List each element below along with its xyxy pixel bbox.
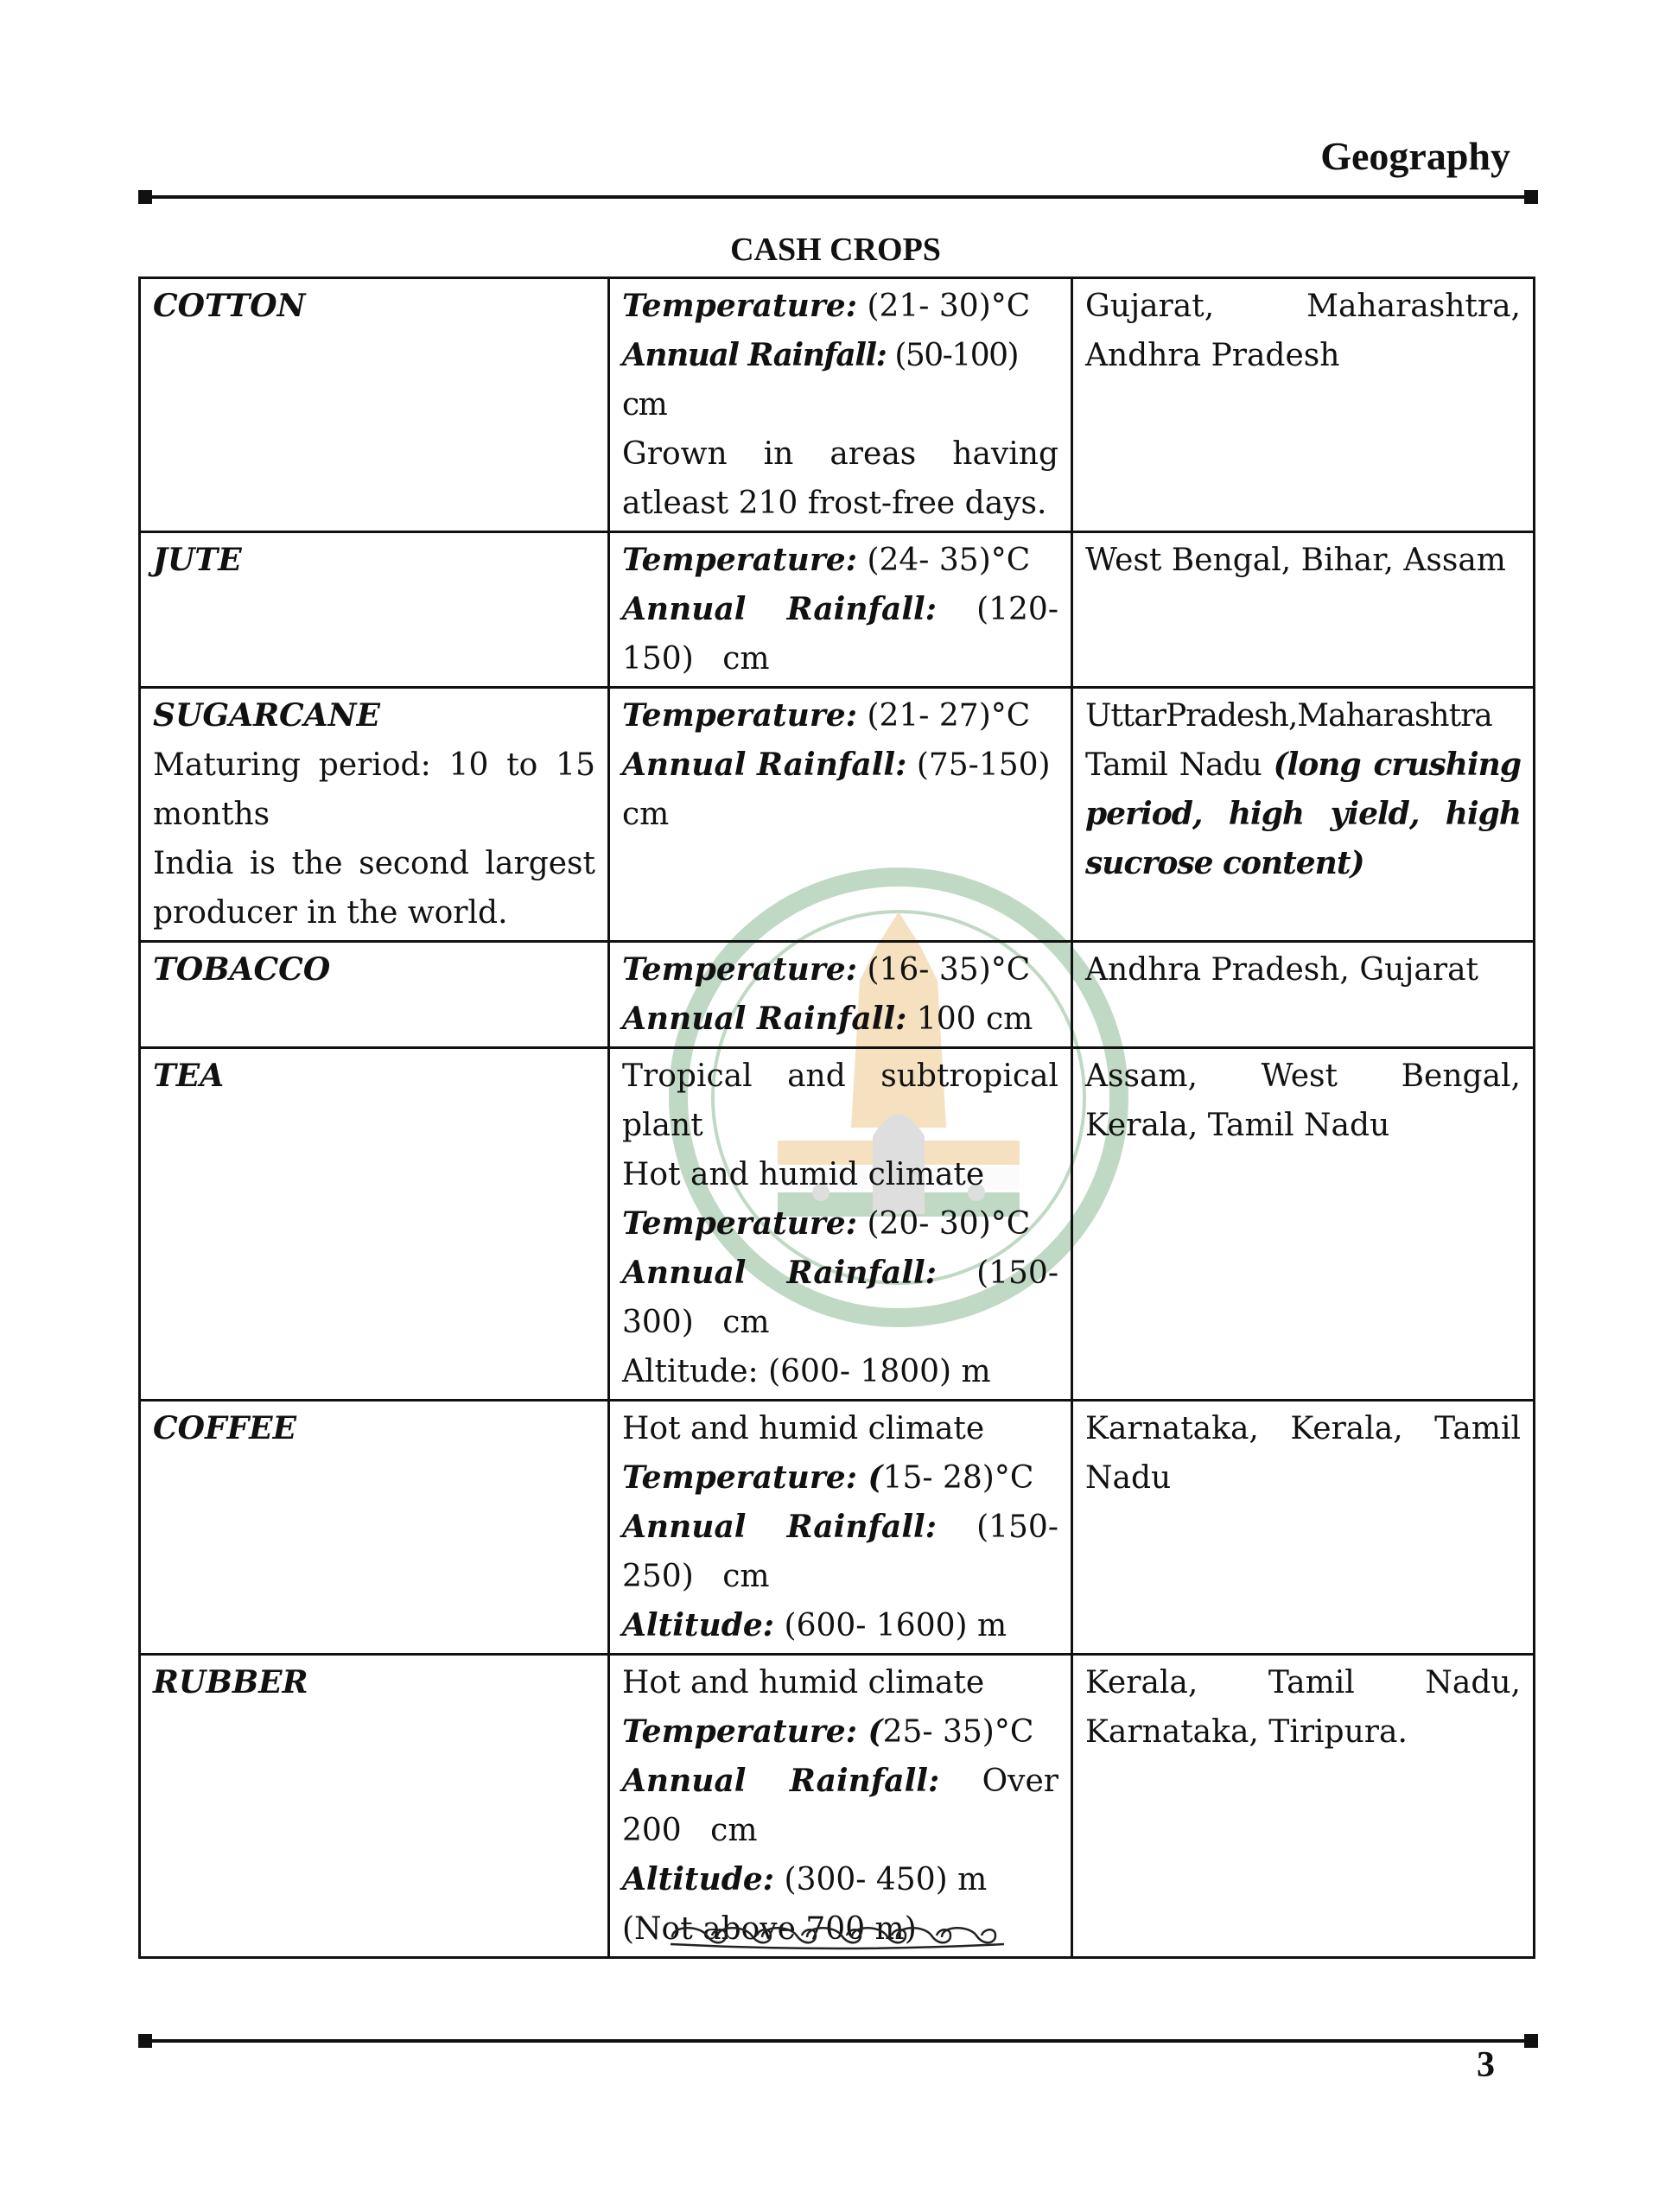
rainfall-label: Annual Rainfall:	[622, 1509, 937, 1545]
temperature-value: (16- 35)°C	[857, 952, 1031, 988]
footer-rule	[145, 2039, 1531, 2043]
climate-cell	[609, 1048, 1072, 1401]
temperature-value: 15- 28)°C	[882, 1460, 1034, 1496]
states-note: (long crushing period, high yield, high sucrose content)	[1085, 747, 1521, 881]
rainfall-label: Annual Rainfall:	[622, 1763, 940, 1799]
page-number: 3	[1477, 2045, 1495, 2085]
altitude-value: (300- 450) m	[774, 1862, 988, 1897]
states-cell	[1072, 1048, 1535, 1401]
table-row	[140, 1401, 1535, 1655]
climate-note: Tropical and subtropical plant	[622, 1058, 1058, 1143]
table-row	[140, 278, 1535, 532]
altitude-label: Altitude:	[622, 1861, 775, 1897]
table-row	[140, 1048, 1535, 1401]
climate-cell	[609, 1655, 1072, 1958]
table-row	[140, 1655, 1535, 1958]
temperature-value: 25- 35)°C	[882, 1714, 1034, 1750]
temperature-value: (21- 27)°C	[857, 698, 1031, 734]
climate-cell	[609, 1401, 1072, 1655]
rainfall-label: Annual Rainfall:	[622, 747, 907, 783]
climate-cell	[609, 942, 1072, 1048]
crop-cell	[140, 278, 609, 532]
temperature-label: Temperature:	[622, 951, 857, 988]
rainfall-value: (150-300) cm	[622, 1255, 1058, 1340]
states-text: Karnataka, Kerala, Tamil Nadu	[1085, 1411, 1521, 1496]
crop-name: TOBACCO	[153, 951, 331, 988]
rainfall-label: Annual Rainfall:	[622, 1255, 937, 1291]
temperature-label: Temperature:	[622, 542, 857, 578]
altitude-label: Altitude:	[622, 1607, 775, 1643]
climate-note: Hot and humid climate	[622, 1411, 985, 1446]
rainfall-label: Annual Rainfall:	[622, 591, 937, 627]
states-text: Andhra Pradesh, Gujarat	[1085, 952, 1479, 988]
crop-name: TEA	[153, 1058, 225, 1094]
states-cell	[1072, 278, 1535, 532]
states-text: Gujarat, Maharashtra, Andhra Pradesh	[1085, 289, 1521, 373]
rainfall-value: (75-150) cm	[622, 747, 1051, 832]
states-cell	[1072, 688, 1535, 942]
altitude-text: Altitude: (600- 1800) m	[622, 1354, 991, 1389]
states-text: West Bengal, Bihar, Assam	[1085, 543, 1506, 578]
rainfall-label: Annual Rainfall:	[622, 1001, 907, 1037]
rainfall-value: Over 200 cm	[622, 1764, 1058, 1848]
table-title: CASH CROPS	[730, 232, 941, 268]
states-text: Kerala, Tamil Nadu, Karnataka, Tiripura.	[1085, 1665, 1521, 1750]
rainfall-value: (120-150) cm	[622, 592, 1058, 677]
temperature-label: Temperature:	[622, 288, 857, 324]
crop-note: India is the second largest producer in the world.	[153, 846, 595, 931]
altitude-value: (600- 1600) m	[774, 1608, 1007, 1643]
climate-cell	[609, 278, 1072, 532]
cash-crops-table	[138, 276, 1535, 1959]
temperature-label: Temperature:	[622, 697, 857, 734]
states-cell	[1072, 1401, 1535, 1655]
ornament-divider-icon	[665, 1918, 1011, 1953]
climate-note: Hot and humid climate	[622, 1157, 985, 1192]
temperature-label: Temperature:	[622, 1205, 857, 1242]
states-cell	[1072, 1655, 1535, 1958]
temperature-value: (24- 35)°C	[857, 543, 1031, 578]
temperature-value: (20- 30)°C	[857, 1206, 1031, 1242]
crop-name: COFFEE	[153, 1410, 297, 1446]
rainfall-label: Annual Rainfall:	[622, 337, 887, 373]
climate-note: Grown in areas having atleast 210 frost-free days.	[622, 436, 1058, 521]
rainfall-value: (50-100) cm	[622, 338, 1019, 423]
crop-cell	[140, 688, 609, 942]
crop-note: Maturing period: 10 to 15 months	[153, 747, 595, 832]
states-text: UttarPradesh,Maharashtra Tamil Nadu	[1085, 698, 1492, 783]
header-rule	[145, 195, 1531, 199]
table-row	[140, 942, 1535, 1048]
crop-name: RUBBER	[153, 1664, 308, 1700]
temperature-value: (21- 30)°C	[857, 289, 1031, 324]
temperature-label: Temperature: (	[622, 1459, 883, 1496]
crop-name: JUTE	[153, 542, 242, 578]
temperature-label: Temperature: (	[622, 1713, 883, 1750]
crop-name: COTTON	[153, 288, 306, 324]
table-row	[140, 532, 1535, 688]
climate-note: Hot and humid climate	[622, 1665, 985, 1700]
climate-cell	[609, 688, 1072, 942]
page-header-title: Geography	[1320, 134, 1510, 178]
climate-note: (Not above 700 m)	[622, 1911, 917, 1947]
climate-cell	[609, 532, 1072, 688]
table-row	[140, 688, 1535, 942]
states-text: Assam, West Bengal, Kerala, Tamil Nadu	[1085, 1058, 1521, 1143]
rainfall-value: (150-250) cm	[622, 1510, 1058, 1594]
rainfall-value: 100 cm	[906, 1001, 1033, 1037]
crop-name: SUGARCANE	[153, 697, 380, 734]
